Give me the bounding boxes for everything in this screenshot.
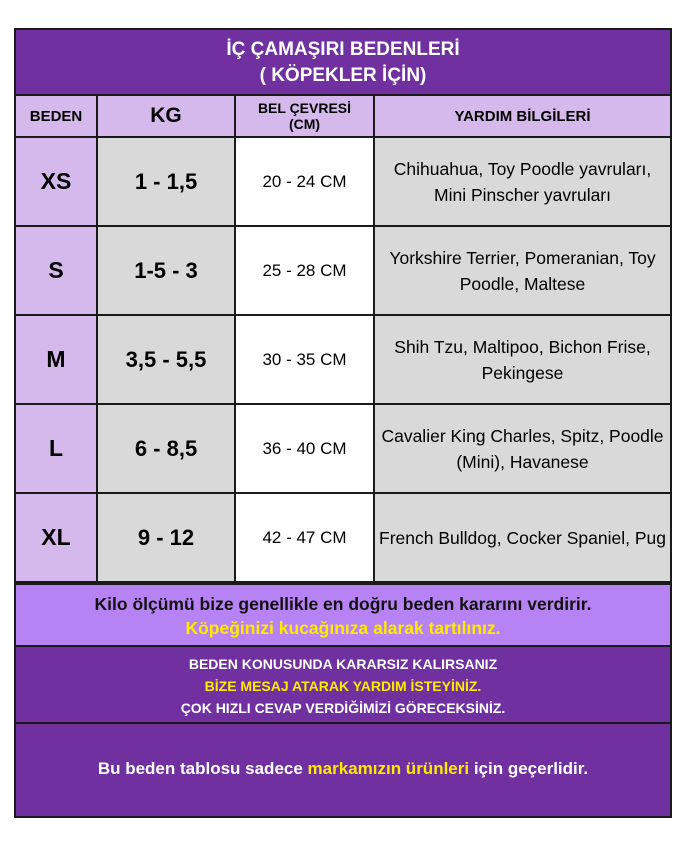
waist-cell: 20 - 24 CM: [235, 137, 374, 226]
header-help: YARDIM BİLGİLERİ: [374, 96, 670, 137]
kg-cell: 3,5 - 5,5: [97, 315, 235, 404]
header-waist-line-1: BEL ÇEVRESİ: [257, 100, 352, 116]
validity-footer: [16, 722, 670, 816]
title-line-1: İÇ ÇAMAŞIRI BEDENLERİ: [226, 39, 460, 60]
help-cell: French Bulldog, Cocker Spaniel, Pug: [374, 493, 670, 582]
table-row: [16, 493, 670, 582]
table-row: [16, 226, 670, 315]
size-cell: L: [16, 404, 97, 493]
contact-note-line-1: BEDEN KONUSUNDA KARARSIZ KALIRSANIZ: [188, 656, 498, 672]
size-cell: XL: [16, 493, 97, 582]
weight-note-line-1: Kilo ölçümü bize genellikle en doğru beden kararını verdirir.: [94, 594, 592, 614]
contact-note-line-3: ÇOK HIZLI CEVAP VERDİĞİMİZİ GÖRECEKSİNİZ.: [180, 700, 506, 716]
title-line-2: ( KÖPEKLER İÇİN): [259, 65, 427, 86]
kg-cell: 1 - 1,5: [97, 137, 235, 226]
chart-title: [16, 30, 670, 96]
table-row: [16, 404, 670, 493]
footer-text-highlight: markamızın ürünleri: [307, 759, 470, 778]
table-header-row: [16, 96, 670, 137]
waist-cell: 30 - 35 CM: [235, 315, 374, 404]
size-cell: M: [16, 315, 97, 404]
help-cell: Yorkshire Terrier, Pomeranian, Toy Poodle, Maltese: [374, 226, 670, 315]
header-kg: KG: [97, 96, 235, 137]
footer-text-after: için geçerlidir.: [469, 759, 589, 778]
size-table: [16, 96, 670, 583]
contact-note-line-2: BİZE MESAJ ATARAK YARDIM İSTEYİNİZ.: [204, 678, 482, 694]
kg-cell: 9 - 12: [97, 493, 235, 582]
waist-cell: 42 - 47 CM: [235, 493, 374, 582]
waist-cell: 36 - 40 CM: [235, 404, 374, 493]
weight-note: [16, 583, 670, 645]
weight-note-line-2: Köpeğinizi kucağınıza alarak tartılınız.: [185, 618, 501, 638]
contact-note: [16, 645, 670, 722]
table-row: [16, 315, 670, 404]
size-cell: XS: [16, 137, 97, 226]
header-size: BEDEN: [16, 96, 97, 137]
footer-text-before: Bu beden tablosu sadece: [97, 759, 308, 778]
table-row: [16, 137, 670, 226]
size-cell: S: [16, 226, 97, 315]
help-cell: Cavalier King Charles, Spitz, Poodle (Mini), Havanese: [374, 404, 670, 493]
header-waist-line-2: (CM): [288, 116, 321, 132]
help-cell: Chihuahua, Toy Poodle yavruları, Mini Pinscher yavruları: [374, 137, 670, 226]
size-chart: [14, 28, 672, 818]
help-cell: Shih Tzu, Maltipoo, Bichon Frise, Pekingese: [374, 315, 670, 404]
header-waist: [235, 96, 374, 137]
waist-cell: 25 - 28 CM: [235, 226, 374, 315]
kg-cell: 6 - 8,5: [97, 404, 235, 493]
kg-cell: 1-5 - 3: [97, 226, 235, 315]
